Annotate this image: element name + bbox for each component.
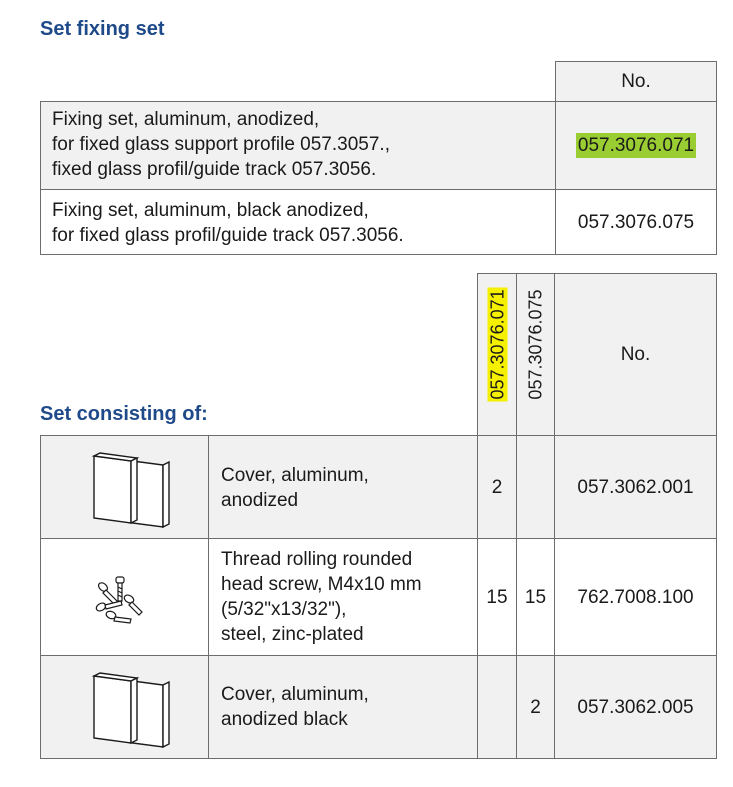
row-2-image: [40, 538, 209, 656]
cover-panels-icon: [41, 436, 210, 540]
desc-line: Cover, aluminum,: [221, 465, 369, 486]
row-1-image: [40, 435, 209, 539]
top-table-row-1-number: [555, 101, 717, 190]
row-3-qty-col2: [516, 655, 555, 759]
qty-value: 15: [486, 586, 508, 608]
header-no-label: No.: [621, 71, 651, 92]
cover-panels-icon: [41, 656, 210, 760]
desc-line: Fixing set, aluminum, black anodized,: [52, 200, 369, 221]
row-2-qty-col1: [477, 538, 517, 656]
qty-value: 2: [491, 476, 503, 498]
qty-value: 2: [530, 696, 541, 718]
article-number: 057.3076.075: [577, 211, 695, 233]
row-3-qty-col1: [477, 655, 517, 759]
row-1-number: [554, 435, 717, 539]
desc-line: for fixed glass profil/guide track 057.3056.: [52, 225, 404, 246]
article-number: 762.7008.100: [577, 586, 694, 608]
article-number: 057.3076.071: [577, 135, 695, 156]
header-no-label: No.: [620, 344, 651, 365]
row-1-desc: [208, 435, 478, 539]
row-2-number: [554, 538, 717, 656]
top-table-header-no: [555, 61, 717, 101]
article-number: 057.3062.005: [577, 696, 694, 718]
row-3-image: [40, 655, 209, 759]
article-number: 057.3062.001: [577, 476, 694, 498]
col2-label: 057.3076.075: [525, 289, 546, 400]
row-2-desc: [208, 538, 478, 656]
row-2-qty-col2: [516, 538, 555, 656]
desc-line: steel, zinc-plated: [221, 624, 364, 645]
col1-label: 057.3076.071: [487, 289, 508, 400]
row-3-number: [554, 655, 717, 759]
desc-line: Cover, aluminum,: [221, 684, 369, 705]
top-table-row-2-desc: [40, 189, 556, 255]
desc-line: head screw, M4x10 mm: [221, 574, 422, 595]
desc-line: fixed glass profil/guide track 057.3056.: [52, 159, 377, 180]
row-3-desc: [208, 655, 478, 759]
top-table-row-1-desc: [40, 101, 556, 190]
desc-line: for fixed glass support profile 057.3057.,: [52, 134, 390, 155]
set-header-no: [554, 273, 717, 436]
top-table-row-2-number: [555, 189, 717, 255]
desc-line: Fixing set, aluminum, anodized,: [52, 109, 320, 130]
page-title: Set fixing set: [40, 18, 165, 40]
desc-line: (5/32"x13/32"),: [221, 599, 347, 620]
set-header-col2: [516, 273, 555, 436]
desc-line: anodized: [221, 490, 299, 511]
set-consisting-label: Set consisting of:: [40, 403, 208, 425]
qty-value: 15: [524, 586, 547, 608]
row-1-qty-col1: [477, 435, 517, 539]
set-header-col1: [477, 273, 517, 436]
desc-line: anodized black: [221, 709, 348, 730]
row-1-qty-col2: [516, 435, 555, 539]
desc-line: Thread rolling rounded: [221, 549, 413, 570]
screws-icon: [41, 539, 210, 657]
